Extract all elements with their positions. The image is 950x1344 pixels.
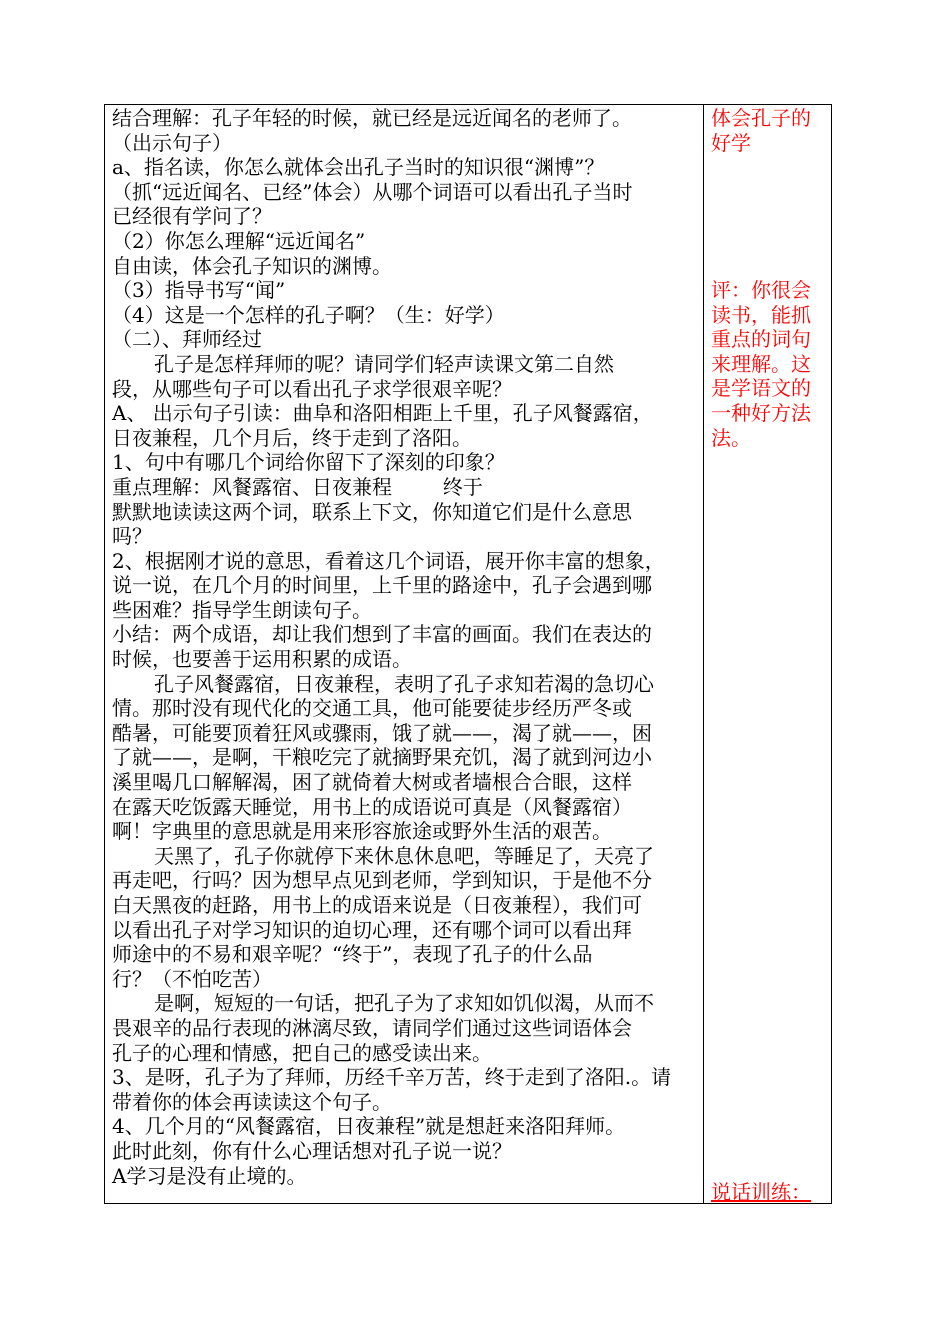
content-line: （3）指导书写“闻” — [112, 278, 286, 303]
content-line: 师途中的不易和艰辛呢？“终于”，表现了孔子的什么品 — [112, 942, 593, 967]
content-line: 了就——，是啊，干粮吃完了就摘野果充饥，渴了就到河边小 — [112, 745, 652, 770]
lesson-content-column — [112, 106, 700, 1188]
content-line: 说一说，在几个月的时间里，上千里的路途中，孔子会遇到哪 — [112, 573, 652, 598]
content-line: 些困难？指导学生朗读句子。 — [112, 597, 372, 622]
content-line: 酷暑，可能要顶着狂风或骤雨，饿了就——，渴了就——，困 — [112, 720, 652, 745]
content-line: 孔子风餐露宿，日夜兼程，表明了孔子求知若渴的急切心 — [154, 671, 654, 696]
content-line: 结合理解：孔子年轻的时候，就已经是远近闻名的老师了。 — [112, 106, 632, 130]
annotation-line: 法。 — [711, 425, 751, 450]
content-line: 吗？ — [112, 524, 152, 549]
content-line: A学习是没有止境的。 — [112, 1163, 307, 1188]
annotation-line: 体会孔子的 — [711, 106, 811, 130]
content-line: 带着你的体会再读读这个句子。 — [112, 1089, 392, 1114]
content-line: 4、几个月的“风餐露宿，日夜兼程”就是想赶来洛阳拜师。 — [112, 1114, 626, 1139]
speaking-practice-label: 说话训练： — [711, 1180, 811, 1204]
content-line: 是啊，短短的一句话，把孔子为了求知如饥似渴，从而不 — [154, 991, 654, 1016]
content-line: 时候，也要善于运用积累的成语。 — [112, 647, 412, 672]
annotation-line: 重点的词句 — [711, 327, 811, 352]
content-line: 日夜兼程，几个月后，终于走到了洛阳。 — [112, 425, 472, 450]
content-line: （4）这是一个怎样的孔子啊？（生：好学） — [112, 302, 505, 327]
content-line: 孔子的心理和情感，把自己的感受读出来。 — [112, 1040, 492, 1065]
section-heading: （二）、拜师经过 — [112, 327, 262, 352]
content-line: 溪里喝几口解解渴，困了就倚着大树或者墙根合合眼，这样 — [112, 770, 632, 795]
annotation-line: 来理解。这 — [711, 351, 811, 376]
content-line: 3、是呀，孔子为了拜师，历经千辛万苦，终于走到了洛阳.。请 — [112, 1065, 672, 1090]
content-line: a、指名读，你怎么就体会出孔子当时的知识很“渊博”？ — [112, 155, 605, 180]
content-line: 此时此刻，你有什么心理话想对孔子说一说？ — [112, 1138, 512, 1163]
content-line: 行？（不怕吃苦） — [112, 966, 272, 991]
content-line: 小结：两个成语，却让我们想到了丰富的画面。我们在表达的 — [112, 622, 652, 647]
content-line: 在露天吃饭露天睡觉，用书上的成语说可真是（风餐露宿） — [112, 794, 632, 819]
annotation-note-1 — [711, 106, 811, 155]
column-divider — [703, 105, 704, 1203]
content-line: 已经很有学问了？ — [112, 204, 272, 229]
content-line: （出示句子） — [112, 130, 232, 155]
content-line: 再走吧，行吗？因为想早点见到老师，学到知识，于是他不分 — [112, 868, 652, 893]
content-line: 啊！字典里的意思就是用来形容旅途或野外生活的艰苦。 — [112, 819, 612, 844]
lesson-table — [104, 104, 832, 1204]
content-line: 1、句中有哪几个词给你留下了深刻的印象？ — [112, 450, 505, 475]
content-line: 2、根据刚才说的意思，看着这几个词语，展开你丰富的想象， — [112, 548, 665, 573]
content-line: 重点理解：风餐露宿、日夜兼程 终于 — [112, 474, 483, 499]
content-line: 孔子是怎样拜师的呢？请同学们轻声读课文第二自然 — [154, 351, 614, 376]
annotation-line: 评：你很会 — [711, 278, 811, 302]
annotation-line: 是学语文的 — [711, 376, 811, 401]
content-line: 段，从哪些句子可以看出孔子求学很艰辛呢？ — [112, 376, 512, 401]
content-line: 畏艰辛的品行表现的淋漓尽致，请同学们通过这些词语体会 — [112, 1015, 632, 1040]
content-line: A、 出示句子引读：曲阜和洛阳相距上千里，孔子风餐露宿， — [112, 401, 653, 426]
annotation-line: 读书，能抓 — [711, 302, 811, 327]
content-line: 情。那时没有现代化的交通工具，他可能要徒步经历严冬或 — [112, 696, 632, 721]
content-line: （2）你怎么理解“远近闻名” — [112, 228, 366, 253]
annotation-note-2 — [711, 278, 811, 450]
annotation-line: 一种好方法 — [711, 400, 811, 425]
content-line: 自由读，体会孔子知识的渊博。 — [112, 253, 392, 278]
content-line: （抓“远近闻名、已经”体会）从哪个词语可以看出孔子当时 — [112, 179, 633, 204]
annotation-line: 好学 — [711, 130, 751, 155]
content-line: 白天黑夜的赶路，用书上的成语来说是（日夜兼程），我们可 — [112, 893, 642, 917]
content-line: 以看出孔子对学习知识的迫切心理，还有哪个词可以看出拜 — [112, 917, 632, 942]
content-line: 默默地读读这两个词，联系上下文，你知道它们是什么意思 — [112, 499, 632, 524]
annotation-note-3 — [711, 1180, 811, 1205]
content-line: 天黑了，孔子你就停下来休息休息吧，等睡足了，天亮了 — [154, 843, 654, 868]
